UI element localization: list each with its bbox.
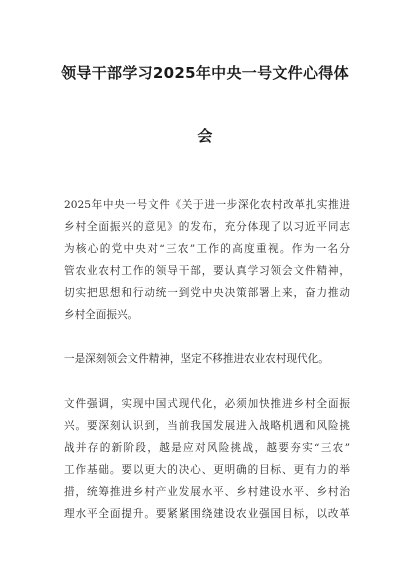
paragraph-3-line-1: 文件强调，实现中国式现代化，必须加快推进乡村全面振 bbox=[64, 398, 350, 410]
paragraph-3-line-6: 理水平全面提升。要紧紧围绕建设农业强国目标，以改革 bbox=[64, 508, 350, 520]
paragraph-3-line-2: 兴。要深刻认识到，当前我国发展进入战略机遇和风险挑 bbox=[64, 420, 350, 432]
paragraph-1-line-1: 2025年中央一号文件《关于进一步深化农村改革扎实推进 bbox=[64, 199, 350, 211]
paragraph-1-line-6: 乡村全面振兴。 bbox=[64, 309, 139, 321]
paragraph-1-line-2: 乡村全面振兴的意见》的发布，充分体现了以习近平同志 bbox=[64, 221, 350, 233]
document-title-line-2: 会 bbox=[197, 127, 213, 145]
paragraph-3-line-3: 战并存的新阶段，越是应对风险挑战，越要夯实“三农” bbox=[64, 442, 350, 454]
paragraph-1-line-4: 管农业农村工作的领导干部，要认真学习领会文件精神， bbox=[64, 265, 350, 277]
paragraph-1-line-5: 切实把思想和行动统一到党中央决策部署上来，奋力推动 bbox=[64, 287, 350, 299]
paragraph-2-line-1: 一是深刻领会文件精神，坚定不移推进农业农村现代化。 bbox=[64, 353, 329, 365]
paragraph-3-line-5: 措，统筹推进乡村产业发展水平、乡村建设水平、乡村治 bbox=[64, 486, 350, 498]
paragraph-3-line-4: 工作基础。要以更大的决心、更明确的目标、更有力的举 bbox=[64, 464, 350, 476]
paragraph-1-line-3: 为核心的党中央对“三农”工作的高度重视。作为一名分 bbox=[64, 243, 350, 255]
document-title-line-1: 领导干部学习2025年中央一号文件心得体 bbox=[61, 64, 349, 82]
